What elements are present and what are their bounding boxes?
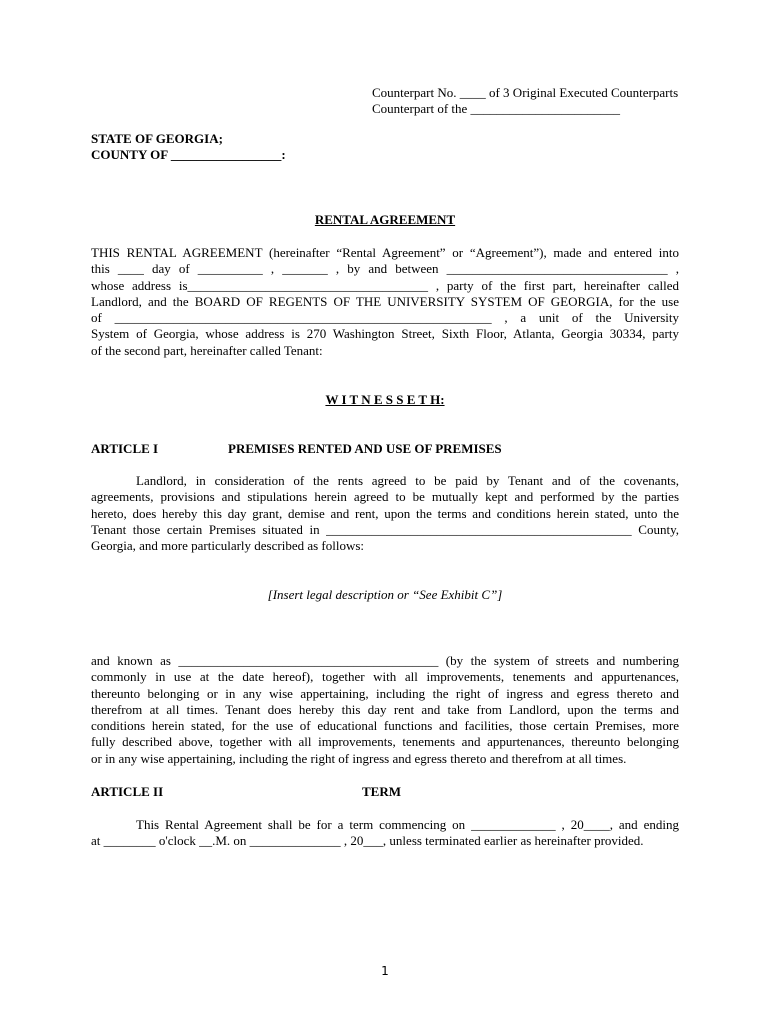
preamble-line: this ____ day of __________ , _______ , by and between __________________________________ , [91, 261, 679, 277]
article-1-line: Georgia, and more particularly described as follows: [91, 538, 365, 554]
legal-description-note: [Insert legal description or “See Exhibit C”] [267, 587, 503, 602]
counterpart-line-1: Counterpart No. ____ of 3 Original Executed Counterparts [372, 85, 679, 100]
article-1-line: agreements, provisions and stipulations herein agreed to be mutually kept and performed by the parties [91, 489, 679, 505]
witnesseth-heading: W I T N E S S E T H: [325, 392, 445, 407]
preamble-line: THIS RENTAL AGREEMENT (hereinafter “Rental Agreement” or “Agreement”), made and entered into [91, 245, 679, 260]
article-2-line: at ________ o'clock __.M. on ______________ , 20___, unless terminated earlier as hereinafter provided. [91, 833, 644, 849]
article-1-line: Tenant those certain Premises situated in _______________________________________________ County, [91, 521, 679, 537]
preamble-line: of the second part, hereinafter called Tenant: [91, 342, 323, 358]
preamble-line: whose address is_____________________________________ , party of the first part, hereinafter called [91, 277, 679, 293]
article-1-line: conditions herein stated, for the use of educational functions and facilities, those certain Premises, more [91, 718, 679, 734]
article-1-number: ARTICLE I [91, 441, 159, 456]
article-2-paragraph [91, 817, 679, 850]
article-2-line: This Rental Agreement shall be for a term commencing on _____________ , 20____, and ending [136, 817, 679, 832]
document-title: RENTAL AGREEMENT [314, 212, 456, 227]
article-2-heading: TERM [362, 784, 401, 799]
preamble-line: System of Georgia, whose address is 270 Washington Street, Sixth Floor, Atlanta, Georgia 30334, party [91, 326, 679, 342]
article-1-paragraph-1 [91, 473, 679, 554]
article-1-heading: PREMISES RENTED AND USE OF PREMISES [228, 441, 502, 456]
article-1-line: fully described above, together with all improvements, tenements and appurtenances, thereunto belonging [91, 734, 679, 750]
article-2-number: ARTICLE II [91, 784, 164, 799]
preamble-paragraph [91, 245, 679, 359]
article-1-line: Landlord, in consideration of the rents agreed to be paid by Tenant and of the covenants, [136, 473, 679, 488]
state-heading: STATE OF GEORGIA; [91, 131, 223, 146]
preamble-line: Landlord, and the BOARD OF REGENTS OF THE UNIVERSITY SYSTEM OF GEORGIA, for the use [91, 293, 679, 309]
county-heading: COUNTY OF _________________: [91, 147, 286, 162]
page-number: 1 [381, 964, 389, 978]
article-1-line: therefrom at all times. Tenant does hereby this day rent and take from Landlord, upon the terms and [91, 701, 679, 717]
article-1-line: hereto, does hereby this day grant, demise and rent, upon the terms and conditions herein stated, unto the [91, 505, 679, 521]
preamble-line: of __________________________________________________________ , a unit of the University [91, 310, 679, 326]
counterpart-line-2: Counterpart of the _______________________ [372, 101, 621, 116]
article-1-line: commonly in use at the date hereof), together with all improvements, tenements and appurtenances, [91, 669, 679, 685]
article-1-line: thereunto belonging or in any wise appertaining, including the right of ingress and egress thereto and [91, 685, 679, 701]
article-1-line: or in any wise appertaining, including the right of ingress and egress thereto and therefrom at all times. [91, 750, 627, 766]
article-1-paragraph-2 [91, 653, 679, 767]
article-1-line: and known as ________________________________________ (by the system of streets and numbering [91, 653, 679, 668]
